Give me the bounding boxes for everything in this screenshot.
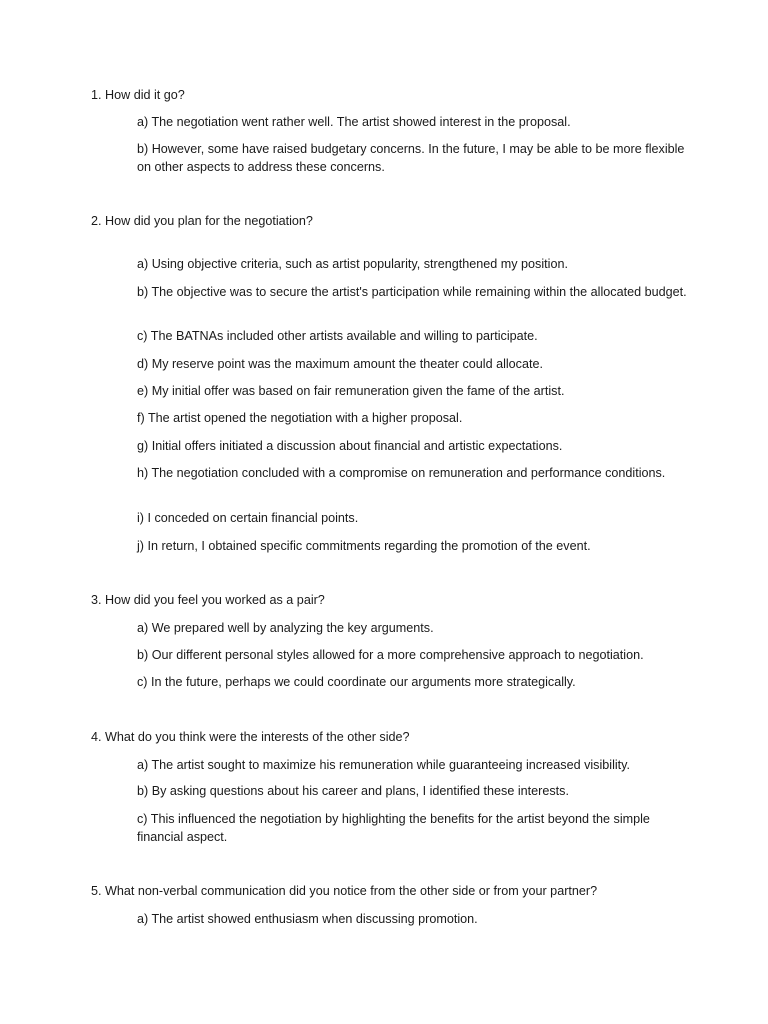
- question-1: 1. How did it go?: [91, 88, 185, 102]
- answer-1b: b) However, some have raised budgetary concerns. In the future, I may be able to be more flexible on other aspects to address these concerns.: [137, 142, 685, 174]
- answer-2b: b) The objective was to secure the artist's participation while remaining within the allocated budget.: [137, 285, 687, 299]
- answer-4b: b) By asking questions about his career and plans, I identified these interests.: [137, 784, 569, 798]
- answer-2e: e) My initial offer was based on fair remuneration given the fame of the artist.: [137, 384, 565, 398]
- answer-4c: c) This influenced the negotiation by highlighting the benefits for the artist beyond the simple financial aspect.: [137, 812, 650, 844]
- answer-2h: h) The negotiation concluded with a compromise on remuneration and performance conditions.: [137, 466, 666, 480]
- question-4: 4. What do you think were the interests of the other side?: [91, 730, 410, 744]
- answer-1a: a) The negotiation went rather well. The artist showed interest in the proposal.: [137, 115, 571, 129]
- answer-3b: b) Our different personal styles allowed for a more comprehensive approach to negotiation.: [137, 648, 644, 662]
- answer-2j: j) In return, I obtained specific commitments regarding the promotion of the event.: [137, 539, 591, 553]
- answer-2i: i) I conceded on certain financial points.: [137, 511, 359, 525]
- answer-4a: a) The artist sought to maximize his remuneration while guaranteeing increased visibility.: [137, 758, 631, 772]
- answer-2c: c) The BATNAs included other artists available and willing to participate.: [137, 329, 538, 343]
- question-2: 2. How did you plan for the negotiation?: [91, 214, 313, 228]
- answer-2g: g) Initial offers initiated a discussion about financial and artistic expectations.: [137, 439, 563, 453]
- answer-2f: f) The artist opened the negotiation with a higher proposal.: [137, 411, 463, 425]
- question-3: 3. How did you feel you worked as a pair?: [91, 593, 325, 607]
- answer-2d: d) My reserve point was the maximum amount the theater could allocate.: [137, 357, 543, 371]
- answer-3a: a) We prepared well by analyzing the key arguments.: [137, 621, 434, 635]
- answer-2a: a) Using objective criteria, such as artist popularity, strengthened my position.: [137, 257, 568, 271]
- answer-5a: a) The artist showed enthusiasm when discussing promotion.: [137, 912, 478, 926]
- answer-3c: c) In the future, perhaps we could coordinate our arguments more strategically.: [137, 675, 576, 689]
- question-5: 5. What non-verbal communication did you notice from the other side or from your partner?: [91, 884, 598, 898]
